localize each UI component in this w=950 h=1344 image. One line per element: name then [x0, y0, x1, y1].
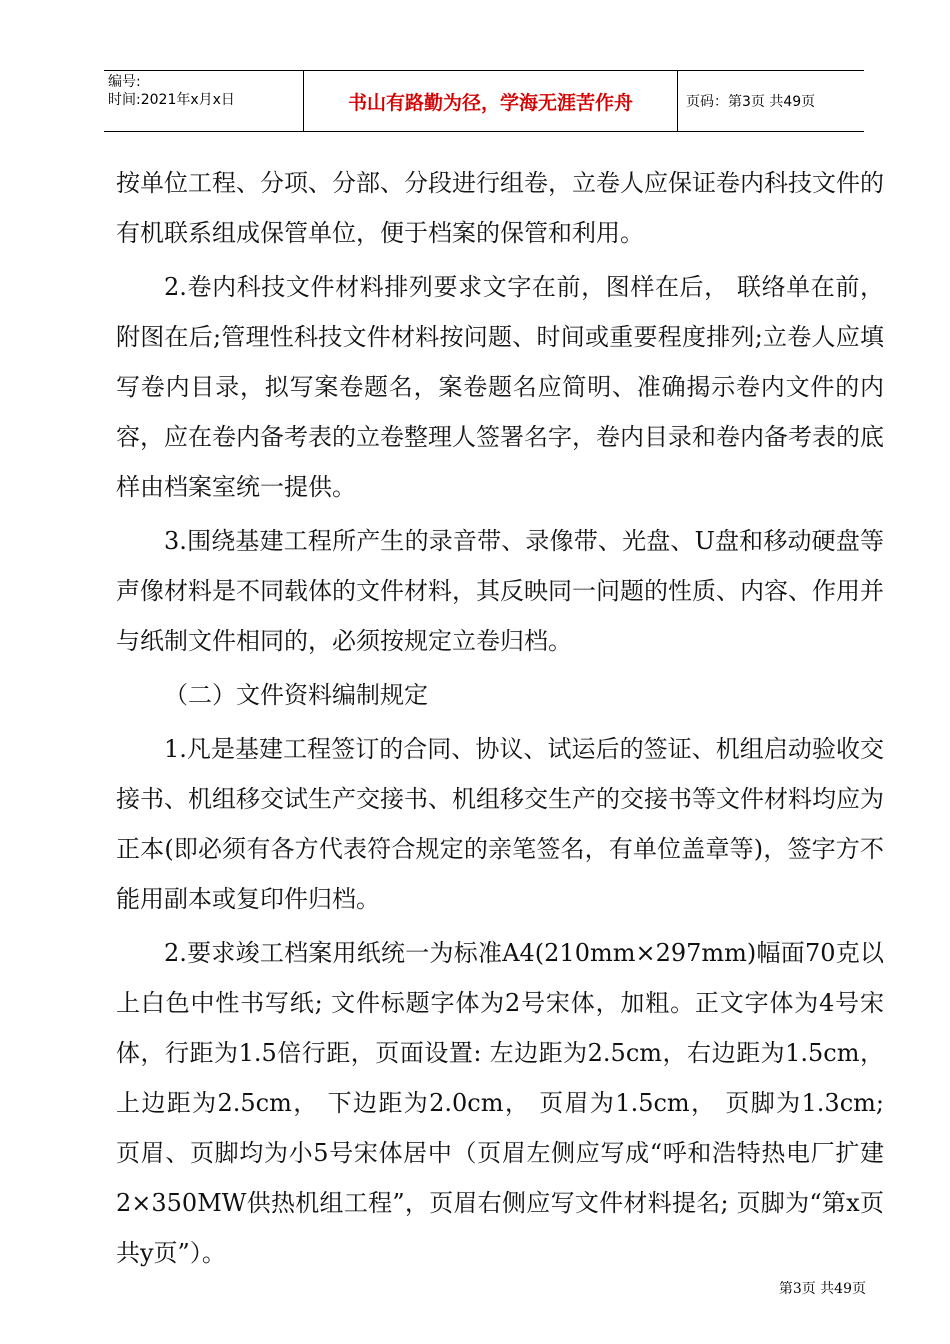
page-header [104, 70, 864, 132]
section-heading: （二）文件资料编制规定 [164, 681, 428, 709]
number-label: 编号: [108, 74, 141, 90]
paragraph: 1.凡是基建工程签订的合同、协议、试运后的签证、机组启动验收交接书、机组移交试生产交接书、机组移交生产的交接书等文件材料均应为正本(即必须有各方代表符合规定的亲笔签名，有单位盖章等)，签字方不能用副本或复印件归档。 [116, 735, 884, 913]
page-footer: 第3页 共49页 [778, 1281, 866, 1297]
paragraph: 按单位工程、分项、分部、分段进行组卷，立卷人应保证卷内科技文件的有机联系组成保管单位，便于档案的保管和利用。 [116, 169, 884, 247]
header-page-label: 页码：第3页 共49页 [686, 94, 816, 110]
header-meta [104, 71, 304, 131]
date-label: 时间:2021年x月x日 [108, 92, 235, 108]
paragraph: 2.卷内科技文件材料排列要求文字在前，图样在后， 联络单在前，附图在后;管理性科技文件材料按问题、时间或重要程度排列;立卷人应填写卷内目录，拟写案卷题名，案卷题名应简明、准确揭示卷内文件的内容，应在卷内备考表的立卷整理人签署名字，卷内目录和卷内备考表的底样由档案室统一提供。 [116, 273, 884, 501]
paragraph: 2.要求竣工档案用纸统一为标准A4(210mm×297mm)幅面70克以上白色中性书写纸; 文件标题字体为2号宋体，加粗。正文字体为4号宋体，行距为1.5倍行距，页面设置: 左边距为2.5cm，右边距为1.5cm， 上边距为2.5cm， 下边距为2.0cm， 页眉为1.5cm， 页脚为1.3cm; 页眉、页脚均为小5号宋体居中（页眉左侧应写成“呼和浩特热电厂扩建2×350MW供热机组工程”，页眉右侧应写文件材料提名; 页脚为“第x页共y页”）。 [116, 939, 884, 1267]
paragraph: 3.围绕基建工程所产生的录音带、录像带、光盘、U盘和移动硬盘等声像材料是不同载体的文件材料，其反映同一问题的性质、内容、作用并与纸制文件相同的，必须按规定立卷归档。 [116, 527, 884, 655]
header-motto: 书山有路勤为径，学海无涯苦作舟 [304, 71, 678, 131]
document-body [116, 158, 884, 1282]
